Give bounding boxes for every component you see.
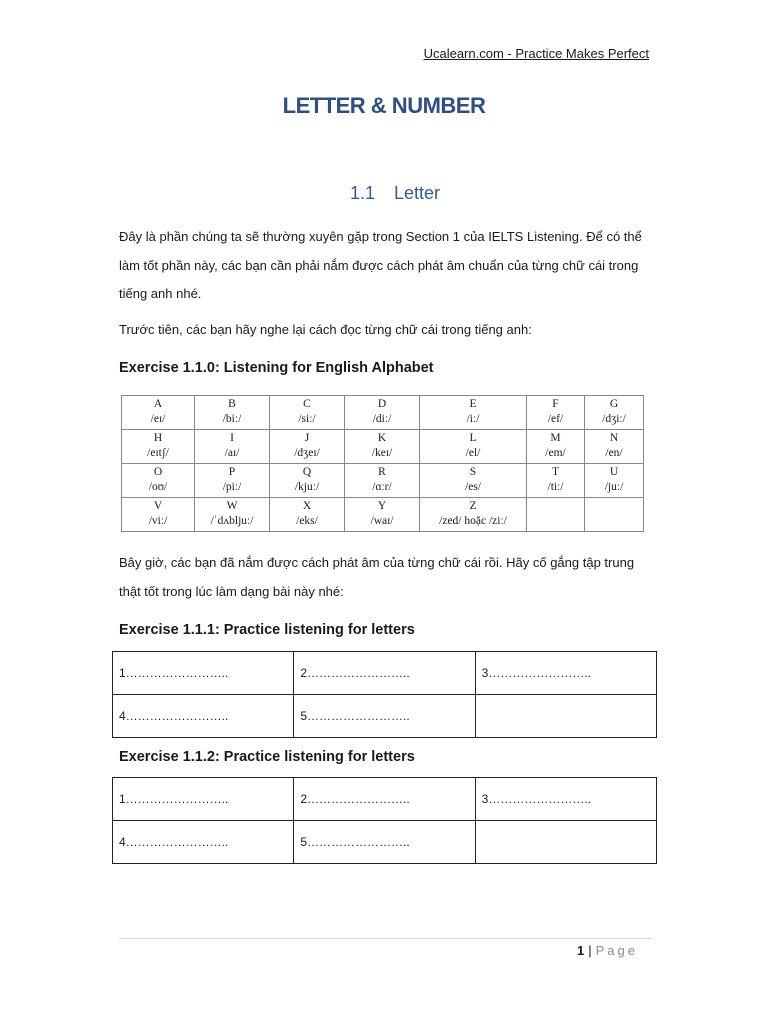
phonetic: /keɪ/: [371, 447, 393, 459]
letter: C: [303, 398, 311, 410]
phonetic: /ef/: [547, 413, 564, 425]
letter: B: [228, 398, 236, 410]
phonetic: /ˈdʌbljuː/: [210, 515, 254, 527]
alphabet-cell: [420, 464, 527, 498]
answer-cell[interactable]: 4……………………..: [113, 695, 294, 738]
alphabet-cell: [122, 464, 195, 498]
table-row: [113, 778, 657, 821]
phonetic: /oʊ/: [148, 481, 168, 493]
alphabet-cell: [420, 396, 527, 430]
alphabet-cell: [195, 430, 270, 464]
exercise-heading-0: Exercise 1.1.0: Listening for English Alphabet: [119, 360, 434, 376]
phonetic: /dʒeɪ/: [294, 447, 320, 459]
alphabet-cell: [585, 430, 644, 464]
letter: M: [550, 432, 561, 444]
letter: I: [230, 432, 234, 444]
letter: G: [609, 398, 619, 410]
page-title: LETTER & NUMBER: [282, 93, 486, 118]
table-row: [113, 695, 657, 738]
answer-cell[interactable]: 5……………………..: [294, 821, 475, 864]
alphabet-cell: [420, 498, 527, 532]
letter: F: [552, 398, 559, 410]
answer-cell[interactable]: 4……………………..: [113, 821, 294, 864]
letter: U: [609, 466, 619, 478]
intro-paragraph: Đây là phần chúng ta sẽ thường xuyên gặp trong Section 1 của IELTS Listening. Để có thể làm tốt phần này, các bạn cần phải nắm được cách phát âm chuẩn của từng chữ cái trong tiếng anh nhé.: [119, 229, 642, 301]
letter: H: [153, 432, 163, 444]
phonetic: /diː/: [372, 413, 392, 425]
table-row: [122, 464, 644, 498]
answer-cell[interactable]: 1……………………..: [113, 778, 294, 821]
letter: K: [377, 432, 387, 444]
answer-cell[interactable]: 3……………………..: [475, 778, 656, 821]
alphabet-cell: [585, 464, 644, 498]
alphabet-cell: [122, 396, 195, 430]
phonetic: /eks/: [296, 515, 318, 527]
answer-cell[interactable]: 1……………………..: [113, 652, 294, 695]
phonetic: /iː/: [466, 413, 480, 425]
alphabet-table: [121, 395, 644, 532]
alphabet-cell: [270, 464, 345, 498]
exercise-heading-1: Exercise 1.1.1: Practice listening for letters: [119, 622, 415, 638]
alphabet-cell: [195, 396, 270, 430]
phonetic: /dʒiː/: [602, 413, 626, 425]
letter: J: [304, 432, 310, 444]
first-paragraph: Trước tiên, các bạn hãy nghe lại cách đọc từng chữ cái trong tiếng anh:: [119, 322, 532, 337]
letter: A: [153, 398, 163, 410]
alphabet-cell: [345, 498, 420, 532]
alphabet-cell: [345, 464, 420, 498]
alphabet-cell: [122, 498, 195, 532]
table-row: [122, 430, 644, 464]
alphabet-cell: [195, 498, 270, 532]
alphabet-cell: [527, 464, 585, 498]
phonetic: /eɪ/: [150, 413, 166, 425]
table-row: [113, 652, 657, 695]
page-footer: [577, 943, 638, 958]
table-row: [122, 498, 644, 532]
phonetic: /siː/: [298, 413, 316, 425]
answer-cell[interactable]: 2……………………..: [294, 778, 475, 821]
alphabet-cell: [270, 430, 345, 464]
alphabet-cell: [585, 396, 644, 430]
answer-cell[interactable]: 5……………………..: [294, 695, 475, 738]
page-number: 1: [577, 943, 585, 958]
answer-cell: [475, 821, 656, 864]
alphabet-cell: [527, 396, 585, 430]
section-label: Letter: [394, 183, 441, 203]
alphabet-cell: [270, 396, 345, 430]
phonetic: /juː/: [604, 481, 624, 493]
phonetic: /aɪ/: [224, 447, 240, 459]
answer-cell[interactable]: 2……………………..: [294, 652, 475, 695]
phonetic: /eɪtʃ/: [147, 447, 169, 459]
phonetic: /biː/: [222, 413, 242, 425]
phonetic: /em/: [545, 447, 566, 459]
letter: Y: [377, 500, 387, 512]
alphabet-cell: [345, 430, 420, 464]
alphabet-cell: [420, 430, 527, 464]
alphabet-cell: [585, 498, 644, 532]
letter: D: [377, 398, 387, 410]
alphabet-cell: [122, 430, 195, 464]
phonetic: /el/: [465, 447, 481, 459]
letter: L: [469, 432, 477, 444]
letter: O: [153, 466, 163, 478]
letter: X: [302, 500, 312, 512]
letter: Z: [469, 500, 477, 512]
letter: Q: [302, 466, 312, 478]
letter: S: [469, 466, 477, 478]
table-row: [122, 396, 644, 430]
phonetic: /en/: [605, 447, 623, 459]
footer-separator: |: [588, 943, 592, 958]
after-paragraph: Bây giờ, các bạn đã nắm được cách phát âm của từng chữ cái rồi. Hãy cố gắng tập trung thật tốt trong lúc làm dạng bài này nhé:: [119, 555, 635, 599]
phonetic: /waɪ/: [370, 515, 394, 527]
phonetic: /es/: [465, 481, 481, 493]
letter: E: [469, 398, 477, 410]
page-word: Page: [595, 943, 638, 958]
letter: N: [609, 432, 619, 444]
phonetic: /zed/ hoặc /ziː/: [439, 515, 507, 527]
alphabet-cell: [270, 498, 345, 532]
phonetic: /tiː/: [547, 481, 564, 493]
header-link[interactable]: Ucalearn.com - Practice Makes Perfect: [423, 46, 649, 61]
section-heading: [0, 183, 768, 204]
alphabet-cell: [527, 498, 585, 532]
alphabet-cell: [527, 430, 585, 464]
answer-table-2: [112, 777, 657, 864]
letter: T: [551, 466, 560, 478]
phonetic: /kjuː/: [294, 481, 320, 493]
table-row: [113, 821, 657, 864]
section-number: 1.1: [349, 183, 375, 203]
letter: V: [153, 500, 163, 512]
phonetic: /ɑːr/: [372, 481, 392, 493]
phonetic: /piː/: [222, 481, 242, 493]
alphabet-cell: [195, 464, 270, 498]
alphabet-cell: [345, 396, 420, 430]
phonetic: /viː/: [148, 515, 168, 527]
footer-divider: [119, 938, 652, 939]
letter: R: [378, 466, 386, 478]
answer-table-1: [112, 651, 657, 738]
answer-cell[interactable]: 3……………………..: [475, 652, 656, 695]
letter: W: [226, 500, 238, 512]
letter: P: [228, 466, 236, 478]
answer-cell: [475, 695, 656, 738]
exercise-heading-2: Exercise 1.1.2: Practice listening for letters: [119, 749, 415, 765]
